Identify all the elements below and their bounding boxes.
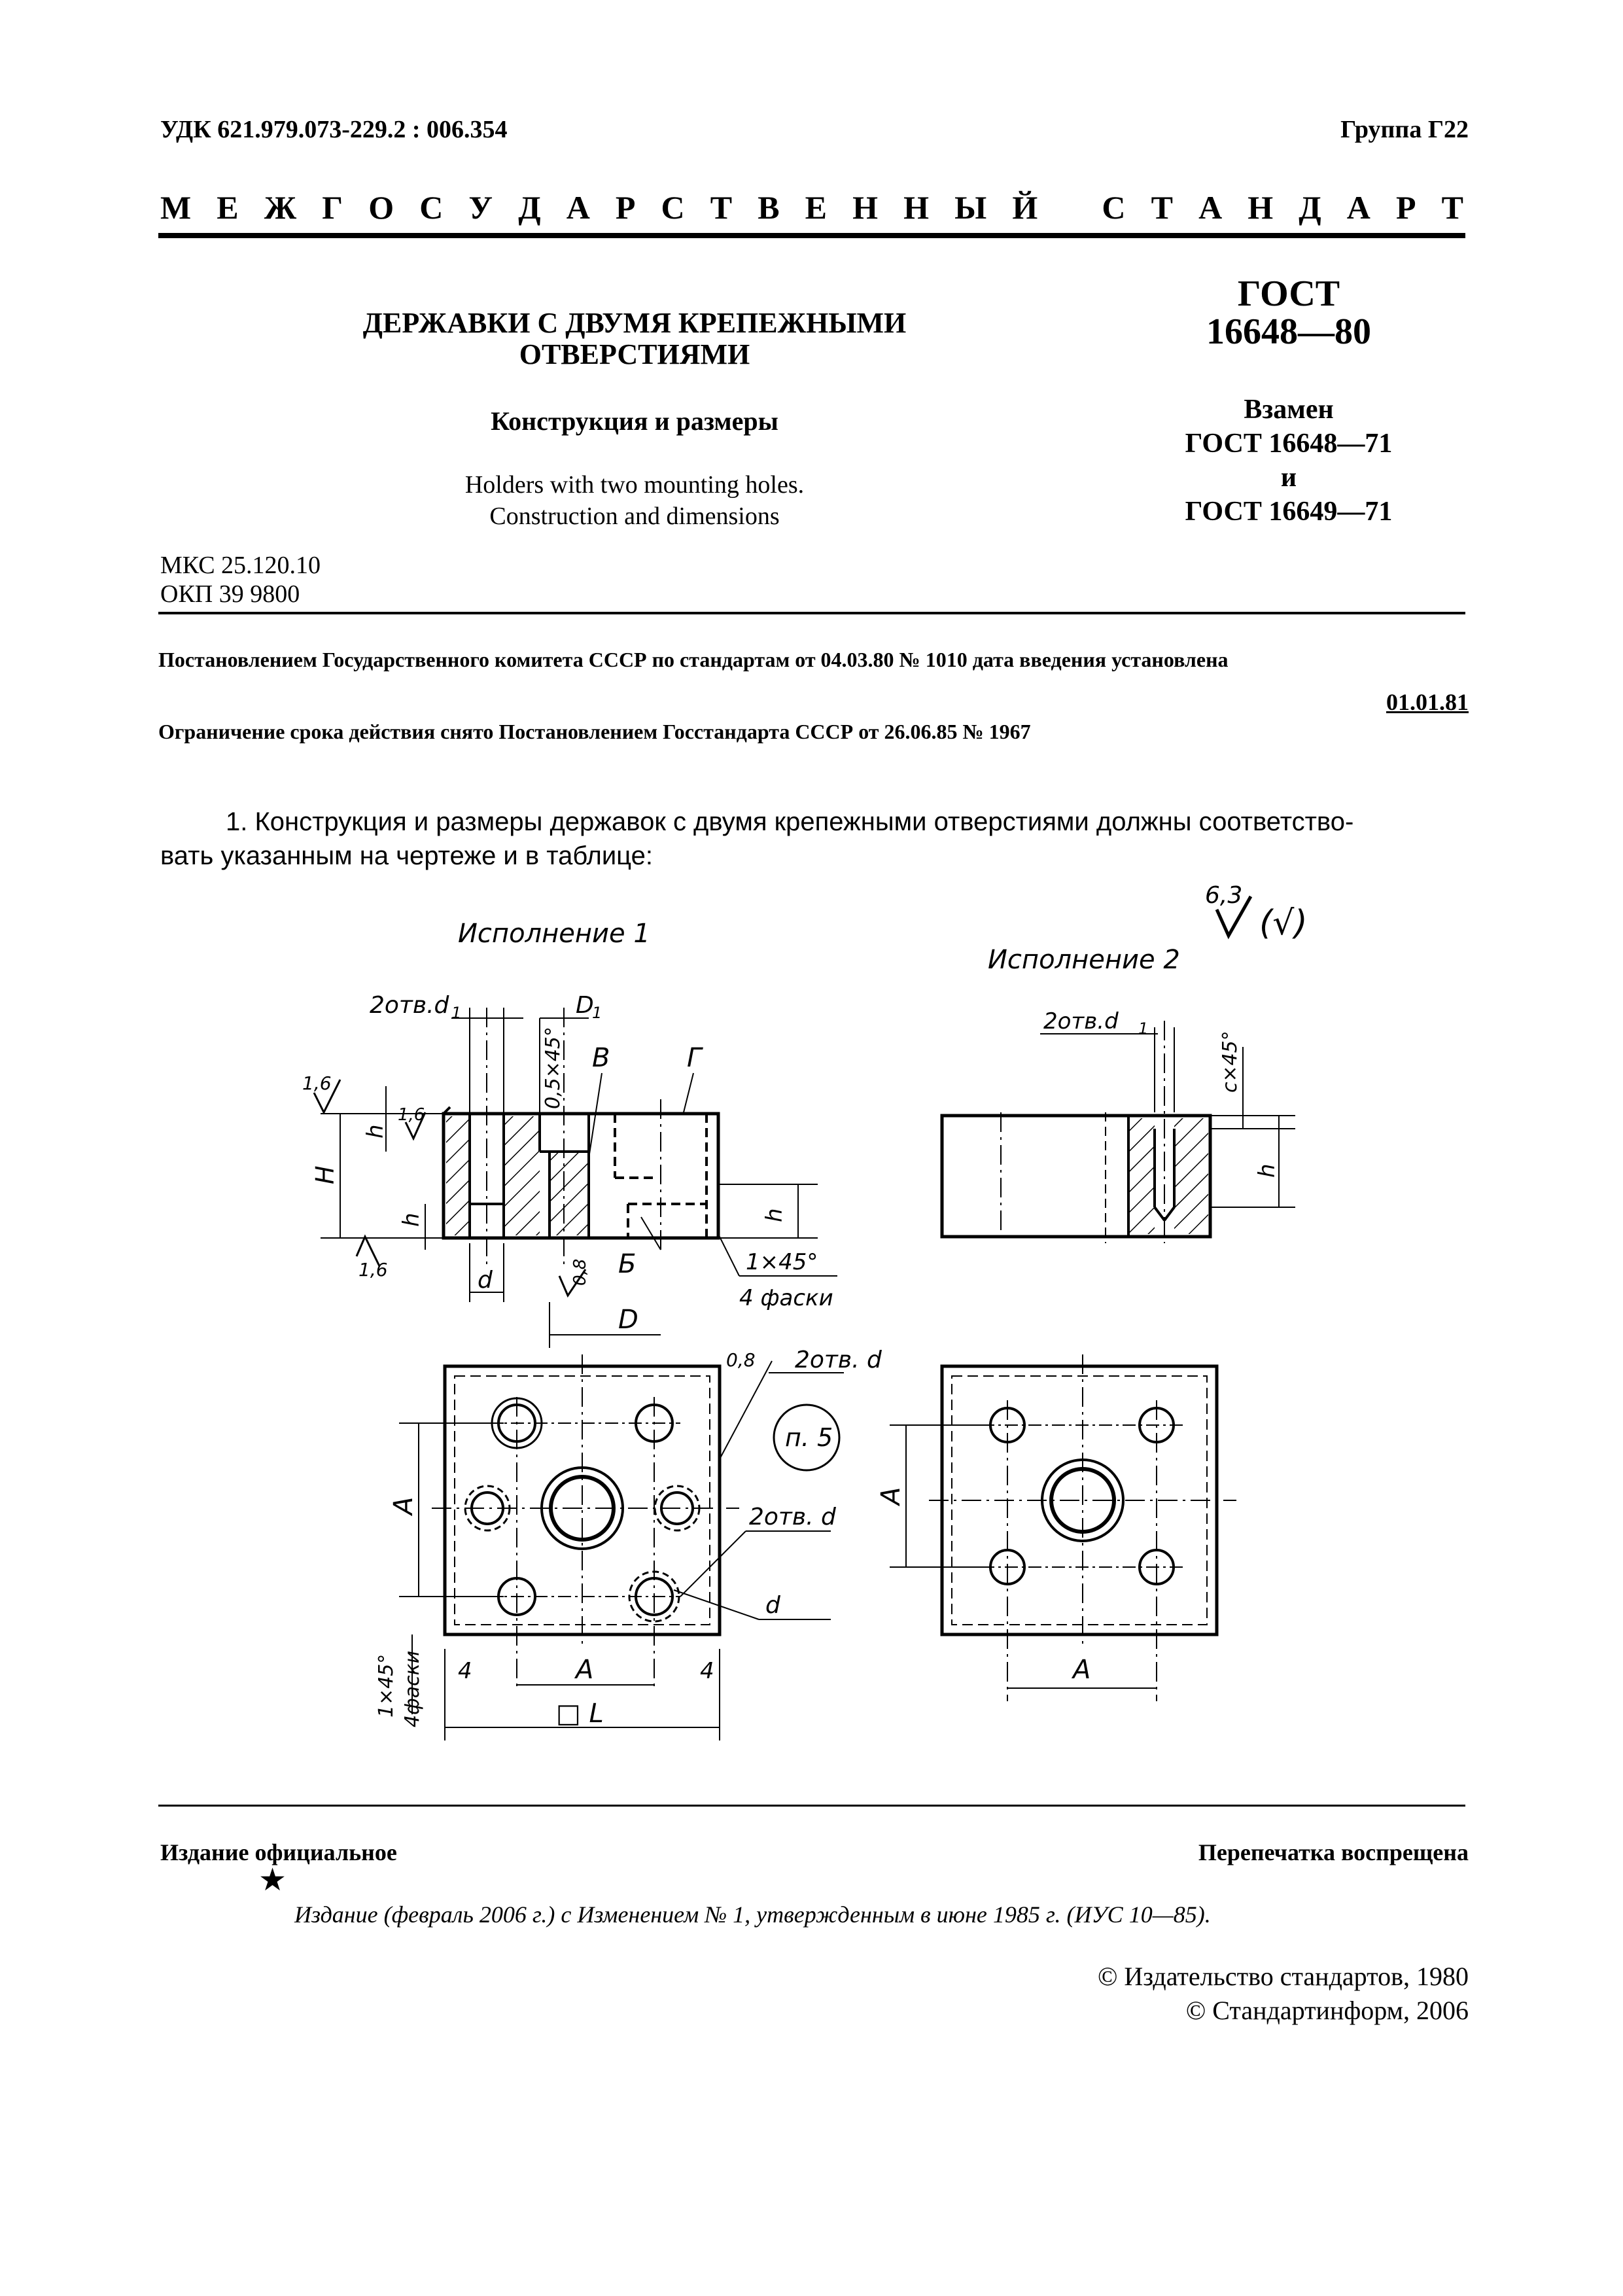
banner-letter: С bbox=[1102, 189, 1126, 226]
banner-letter: Д bbox=[1299, 189, 1321, 226]
banner-letter: Т bbox=[1441, 189, 1463, 226]
label-sub1: 1 bbox=[451, 1004, 462, 1022]
banner-letter: Ж bbox=[264, 189, 297, 226]
banner-letter: Р bbox=[1395, 189, 1416, 226]
label-four-left: 4 bbox=[458, 1658, 472, 1684]
label-h3: h bbox=[1254, 1163, 1280, 1178]
label-V: В bbox=[592, 1043, 610, 1073]
label-A-v2-bottom: A bbox=[1073, 1655, 1091, 1685]
variant2-plan-view bbox=[890, 1354, 1236, 1701]
no-reprint: Перепечатка воспрещена bbox=[1198, 1839, 1469, 1865]
banner-letter: Е bbox=[217, 189, 239, 226]
label-d2: d bbox=[478, 1267, 493, 1294]
roughness-value: 6,3 bbox=[1205, 882, 1243, 909]
label-D: D bbox=[618, 1305, 638, 1335]
gost-number-value: 16648—80 bbox=[1206, 311, 1371, 352]
label-B: Б bbox=[618, 1249, 637, 1279]
banner-letter: М bbox=[160, 189, 192, 226]
banner-letter: У bbox=[468, 189, 493, 226]
copyright-block bbox=[1098, 1960, 1469, 2028]
label-r16c: 1,6 bbox=[358, 1259, 388, 1280]
label-v2-two-holes: 2отв.d bbox=[1043, 1008, 1119, 1034]
variant2-label: Исполнение 2 bbox=[988, 945, 1180, 975]
title-line1: ДЕРЖАВКИ С ДВУМЯ КРЕПЕЖНЫМИ bbox=[362, 307, 907, 339]
replaces-gost-1: ГОСТ 16648—71 bbox=[1185, 429, 1393, 459]
banner-letter: О bbox=[368, 189, 394, 226]
label-A-bottom: A bbox=[576, 1655, 594, 1685]
replaces-gost-2: ГОСТ 16649—71 bbox=[1185, 497, 1393, 527]
udk-code: УДК 621.979.073-229.2 : 006.354 bbox=[160, 116, 508, 143]
mks-code: МКС 25.120.10 bbox=[160, 552, 321, 579]
decree-text: Постановлением Государственного комитета СССР по стандартам от 04.03.80 № 1010 дата введения установлена bbox=[158, 648, 1229, 671]
copyright-1: © Издательство стандартов, 1980 bbox=[1097, 1962, 1469, 1991]
banner-letter: Й bbox=[1012, 189, 1038, 226]
label-r16a: 1,6 bbox=[302, 1072, 332, 1094]
label-four-right: 4 bbox=[700, 1658, 714, 1684]
paragraph-line1: 1. Конструкция и размеры державок с двумя крепежными отверстиями должны соответство- bbox=[226, 807, 1354, 836]
banner-letter: А bbox=[566, 189, 590, 226]
banner-letter: А bbox=[1346, 189, 1370, 226]
label-two-holes-d: 2отв. d bbox=[795, 1347, 882, 1373]
banner-letter: Н bbox=[852, 189, 879, 226]
label-two-holes-d1: 2отв.d bbox=[370, 992, 449, 1019]
banner-letter: Н bbox=[903, 189, 930, 226]
label-d3: d bbox=[765, 1592, 780, 1619]
label-left-chamfer: 1×45° bbox=[375, 1653, 398, 1718]
label-H: H bbox=[311, 1165, 340, 1184]
banner-letter: Д bbox=[518, 189, 541, 226]
paragraph-line2: вать указанным на чертеже и в таблице: bbox=[160, 841, 653, 870]
label-r16b: 1,6 bbox=[398, 1105, 425, 1125]
banner-letter: С bbox=[419, 189, 444, 226]
star-icon: ★ bbox=[258, 1863, 287, 1898]
english-title-line2: Construction and dimensions bbox=[489, 503, 780, 530]
label-r08: 0,8 bbox=[570, 1258, 590, 1286]
group-code: Группа Г22 bbox=[1340, 116, 1469, 143]
banner-letter: Н bbox=[1248, 189, 1274, 226]
label-c45: c×45° bbox=[1219, 1031, 1242, 1093]
banner-letter: Ы bbox=[954, 189, 987, 226]
variant1-label: Исполнение 1 bbox=[458, 919, 650, 949]
label-chamfer-05: 0,5×45° bbox=[542, 1026, 565, 1109]
banner-letter: Г bbox=[322, 189, 343, 226]
decree-date: 01.01.81 bbox=[1386, 689, 1469, 715]
label-two-holes-d2: 2отв. d bbox=[749, 1504, 836, 1530]
banner-letter: Р bbox=[615, 189, 636, 226]
label-p5: п. 5 bbox=[785, 1423, 833, 1452]
label-v2-sub1: 1 bbox=[1138, 1019, 1149, 1038]
banner-letter: А bbox=[1198, 189, 1223, 226]
variant2-section-view bbox=[942, 1021, 1295, 1243]
label-h: h bbox=[362, 1124, 389, 1139]
banner-letter: Т bbox=[710, 189, 733, 226]
label-four-chamfers: 4 фаски bbox=[739, 1285, 833, 1311]
label-left-chamfers: 4фаски bbox=[401, 1650, 424, 1727]
label-L: □ L bbox=[556, 1699, 604, 1729]
label-h1: h bbox=[761, 1208, 788, 1222]
title-line2: ОТВЕРСТИЯМИ bbox=[519, 338, 750, 370]
banner-letter: Е bbox=[805, 189, 828, 226]
gost-label: ГОСТ bbox=[1237, 274, 1340, 314]
document-subtitle: Конструкция и размеры bbox=[491, 406, 778, 436]
copyright-2: © Стандартинформ, 2006 bbox=[1185, 1996, 1469, 2025]
footer-rule bbox=[158, 1805, 1465, 1807]
replaces-and: и bbox=[1280, 463, 1297, 493]
okp-code: ОКП 39 9800 bbox=[160, 580, 300, 608]
label-A-left: A bbox=[389, 1496, 419, 1515]
label-h2: h bbox=[398, 1212, 425, 1227]
edition-note: Издание (февраль 2006 г.) с Изменением № 1, утвержденным в июне 1985 г. (ИУС 10—85). bbox=[294, 1901, 1211, 1928]
label-chamfer-1x45: 1×45° bbox=[746, 1249, 818, 1275]
official-edition: Издание официальное bbox=[160, 1839, 397, 1865]
limit-text: Ограничение срока действия снято Постановлением Госстандарта СССР от 26.06.85 № 1967 bbox=[158, 720, 1031, 743]
roughness-paren: (√) bbox=[1259, 904, 1308, 943]
label-G: Г bbox=[687, 1043, 702, 1073]
label-A-v2-left: A bbox=[876, 1487, 906, 1505]
banner-letter: В bbox=[758, 189, 780, 226]
banner-letter: Т bbox=[1151, 189, 1173, 226]
label-D1-sub: 1 bbox=[592, 1004, 602, 1022]
label-D1: D bbox=[576, 992, 594, 1019]
banner-letter: С bbox=[661, 189, 685, 226]
replaces-label: Взамен bbox=[1244, 395, 1334, 425]
label-r08b: 0,8 bbox=[726, 1349, 756, 1371]
english-title-line1: Holders with two mounting holes. bbox=[464, 471, 805, 499]
